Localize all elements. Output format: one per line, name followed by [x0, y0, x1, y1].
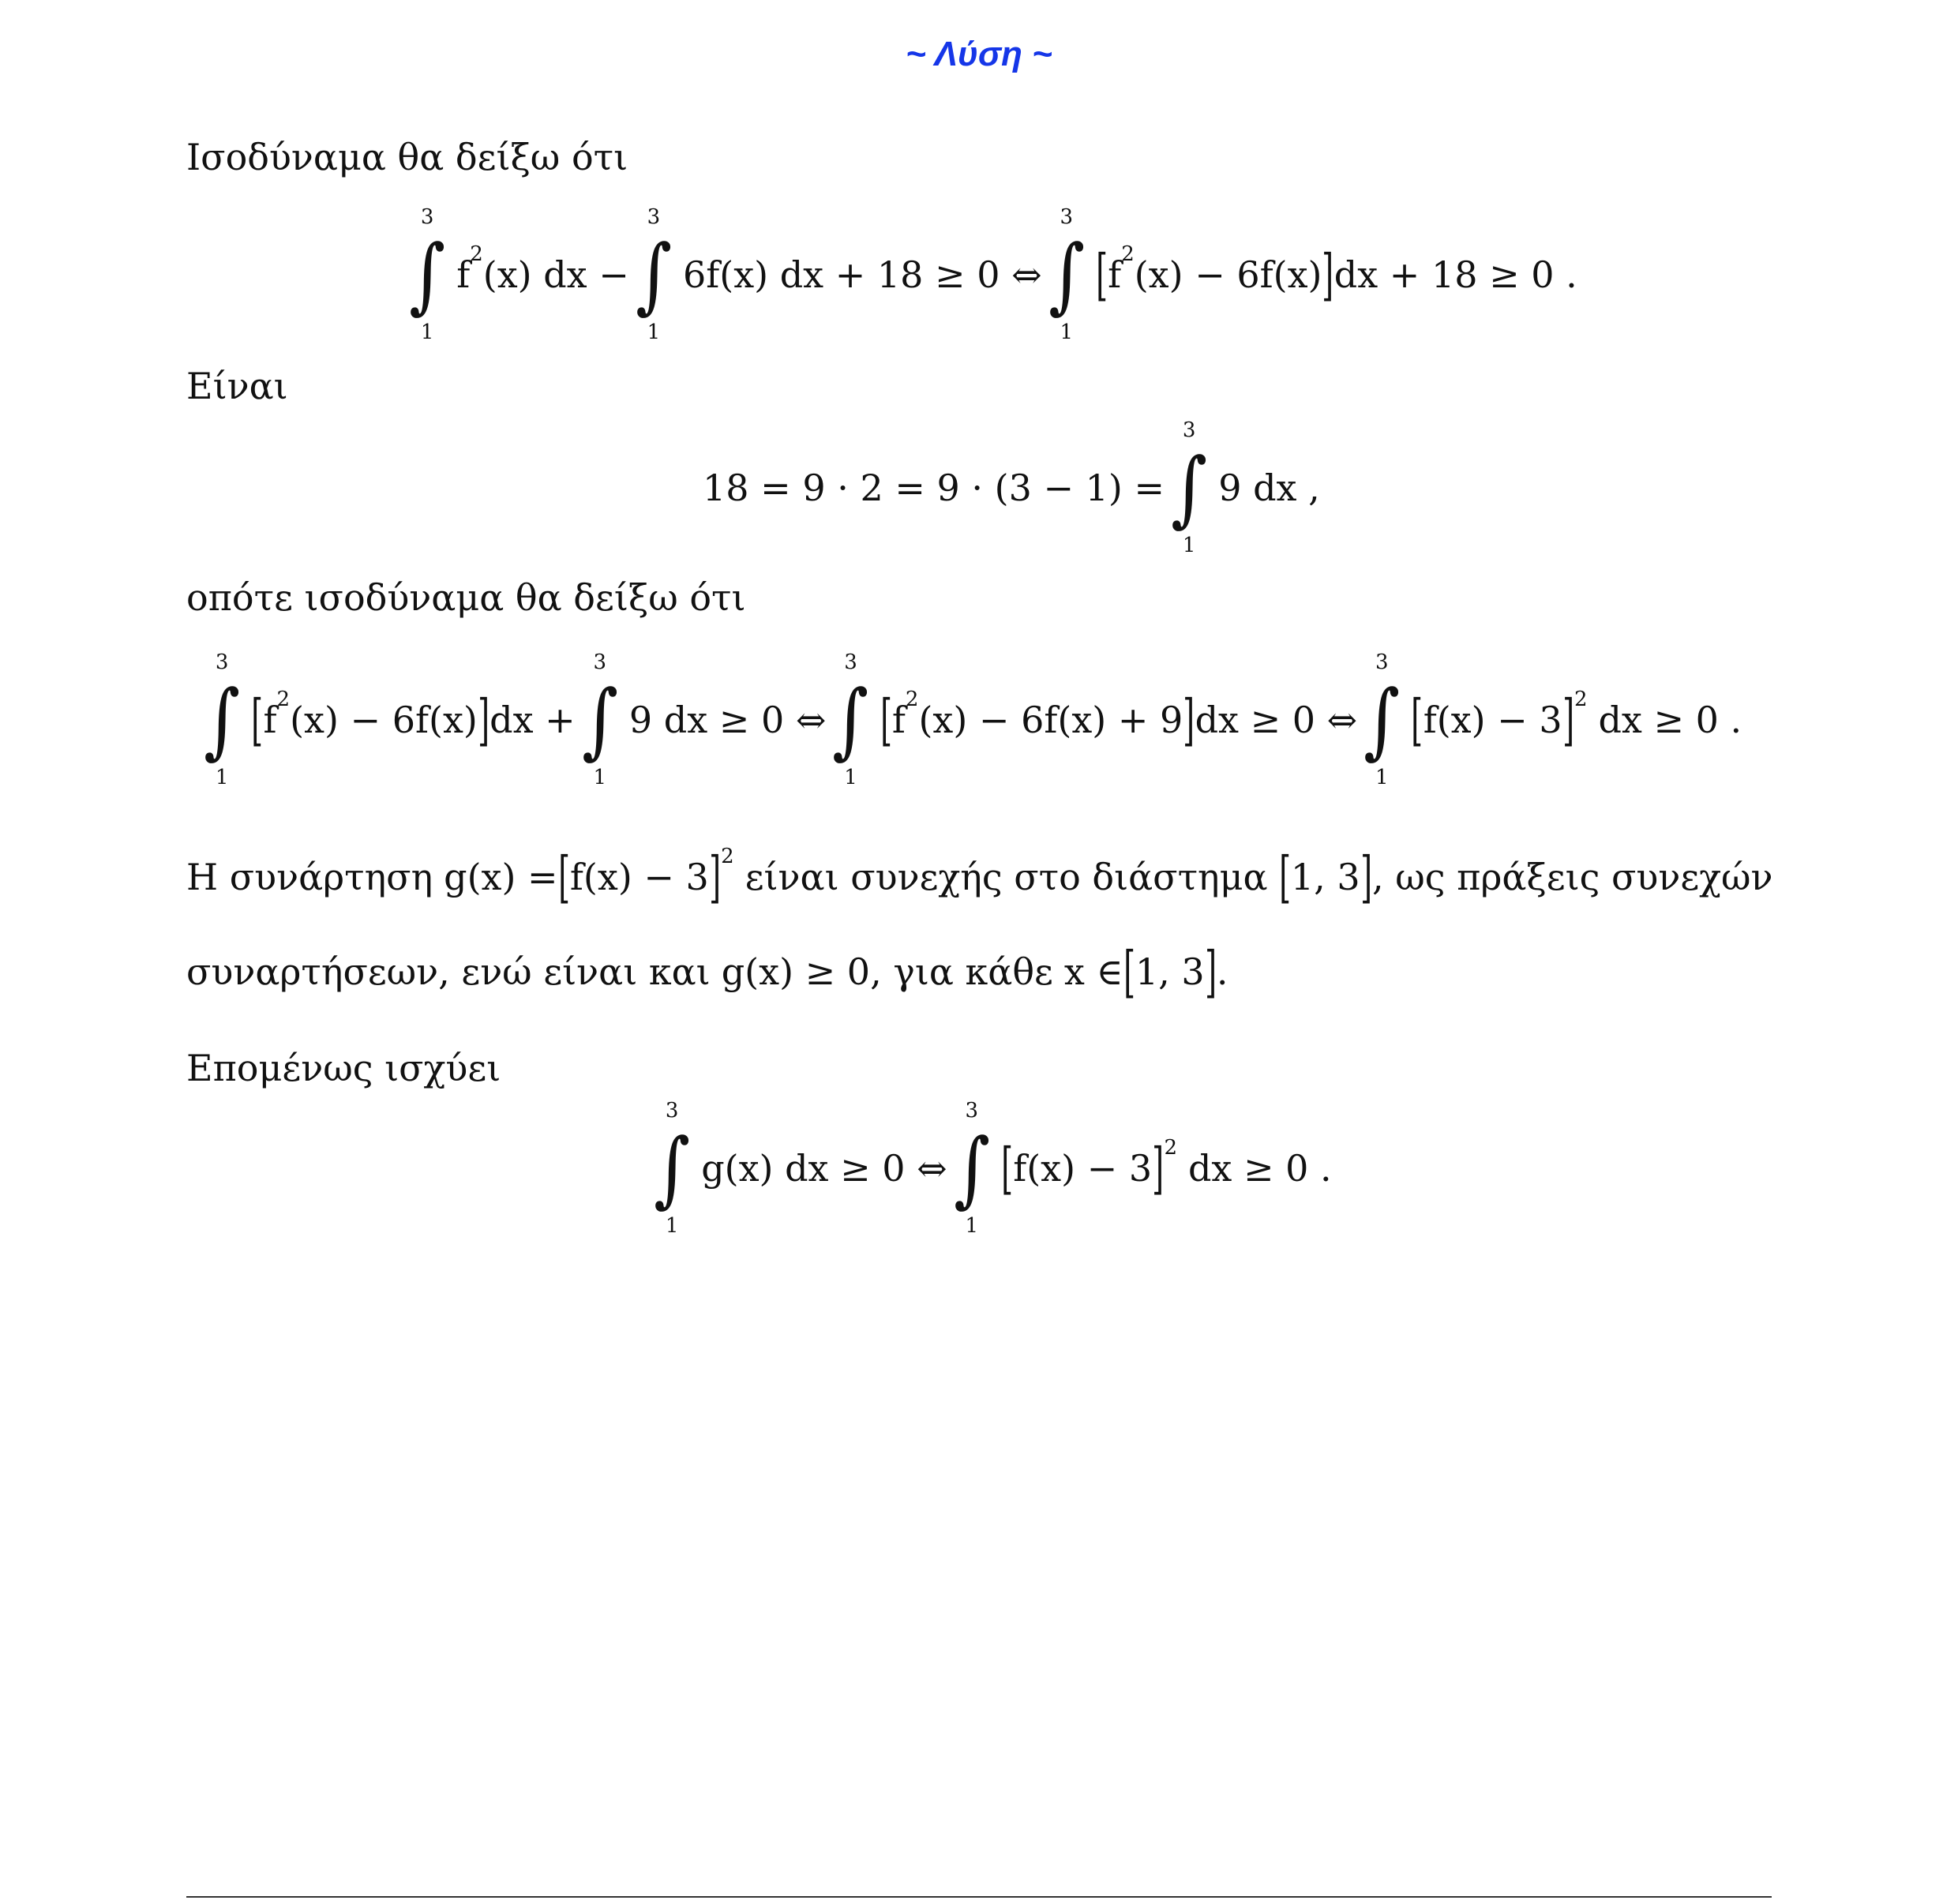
paragraph-3: οπότε ισοδύναμα θα δείξω ότι — [186, 576, 746, 619]
equation-1: 3 ∫ 1 f 2 (x) dx − 3 ∫ 1 6f(x) dx + 18 ≥ 0 ⇔ 3 ∫ 1 [ f 2 (x) − 6f(x) ] dx + 18 ≥ 0 . — [403, 207, 1577, 343]
integral-symbol: 3 ∫ 1 — [204, 650, 241, 789]
solution-heading: ~ Λύση ~ — [906, 35, 1052, 73]
footer-rule — [186, 1896, 1772, 1898]
integral-symbol: 3 ∫ 1 — [953, 1099, 990, 1238]
paragraph-1: Ισοδύναμα θα δείξω ότι — [186, 136, 628, 178]
equation-3: 3 ∫ 1 [ f 2 (x) − 6f(x) ] dx + 3 ∫ 1 9 dx ≥ 0 ⇔ 3 ∫ 1 [ f 2 (x) − 6f(x) + 9 ] dx ≥ 0 ⇔ 3 ∫ 1 [ f(x) − 3 ] 2 dx ≥ 0 . — [197, 652, 1742, 788]
integral-symbol: 3 ∫ 1 — [1048, 205, 1085, 344]
integral-symbol: 3 ∫ 1 — [832, 650, 869, 789]
integral-symbol: 3 ∫ 1 — [409, 205, 446, 344]
equation-2: 18 = 9 · 2 = 9 · (3 − 1) = 3 ∫ 1 9 dx , — [703, 418, 1320, 557]
integral-symbol: 3 ∫ 1 — [635, 205, 672, 344]
paragraph-5: συναρτήσεων, ενώ είναι και g(x) ≥ 0 , για κάθε x ∈ [ 1, 3 ] . — [186, 939, 1228, 1004]
paragraph-4: Η συνάρτηση g(x) = [ f(x) − 3 ] 2 είναι συνεχής στο διάστημα [ 1, 3 ] , ως πράξεις συνεχών — [186, 845, 1773, 909]
integral-symbol: 3 ∫ 1 — [1363, 650, 1401, 789]
integral-symbol: 3 ∫ 1 — [581, 650, 618, 789]
integral-symbol: 3 ∫ 1 — [1171, 418, 1208, 557]
paragraph-2: Είναι — [186, 365, 288, 407]
integral-symbol: 3 ∫ 1 — [654, 1099, 691, 1238]
equation-4: 3 ∫ 1 g(x) dx ≥ 0 ⇔ 3 ∫ 1 [ f(x) − 3 ] 2 dx ≥ 0 . — [647, 1100, 1332, 1236]
paragraph-6: Επομένως ισχύει — [186, 1047, 501, 1089]
